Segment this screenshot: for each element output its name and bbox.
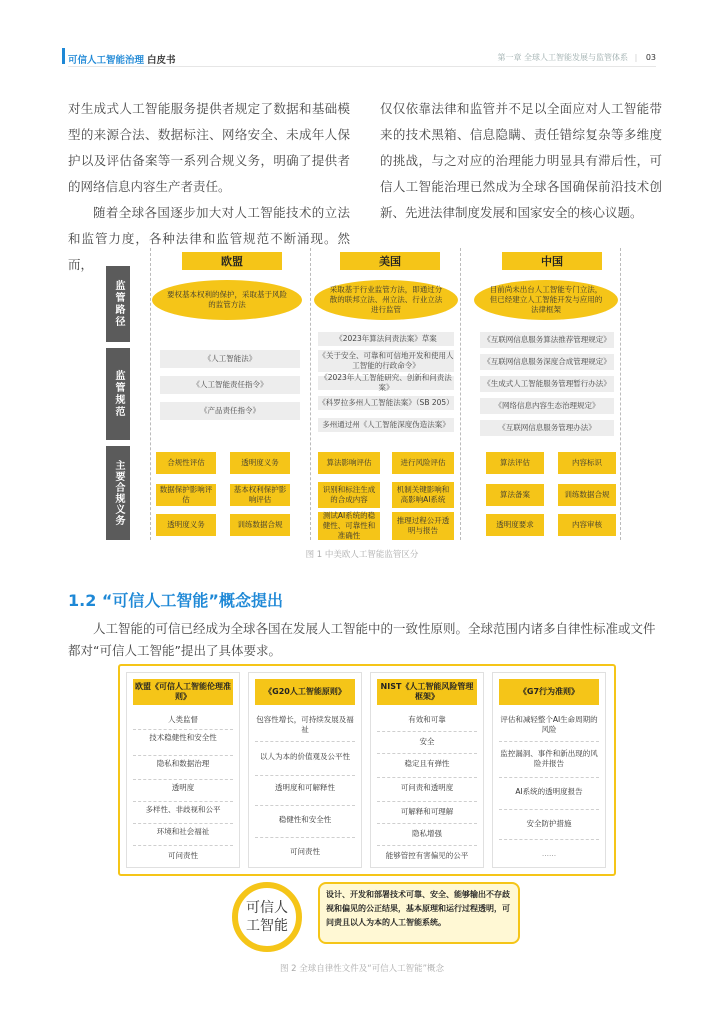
item-divider [499, 741, 599, 742]
rule-item-us: 多州通过州《人工智能深度伪造法案》 [318, 418, 454, 432]
duty-item-cn: 透明度要求 [486, 514, 544, 536]
standard-item: AI系统的透明度报告 [515, 787, 583, 796]
column-head-us: 美国 [340, 252, 440, 270]
rule-item-eu: 《人工智能法》 [160, 350, 300, 368]
rule-item-eu: 《产品责任指令》 [160, 402, 300, 420]
duty-item-us: 推理过程公开透明与报告 [392, 512, 454, 540]
standard-item: 可问责性 [290, 847, 320, 856]
item-divider [133, 801, 233, 802]
rule-item-us: 《关于安全、可靠和可信地开发和使用人工智能的行政命令》 [318, 351, 454, 370]
rule-item-cn: 《互联网信息服务算法推荐管理规定》 [480, 332, 614, 348]
item-divider [255, 741, 355, 742]
item-divider [377, 777, 477, 778]
header-title-dark: 白皮书 [147, 55, 176, 66]
standard-item: 以人为本的价值观及公平性 [260, 752, 350, 761]
standard-column [492, 672, 606, 868]
column-divider [620, 248, 621, 540]
standard-item: 可问责和透明度 [400, 783, 454, 792]
standard-column [126, 672, 240, 868]
standard-item: 监控漏洞、事件和新出现的风险并报告 [500, 749, 598, 768]
path-oval-cn: 目前尚未出台人工智能专门立法，但已经建立人工智能开发与应用的法律框架 [474, 280, 618, 320]
standard-item: 安全 [419, 737, 435, 746]
standard-column-head: 《G7行为准则》 [499, 679, 599, 705]
item-divider [377, 753, 477, 754]
standard-item: 隐私和数据治理 [156, 759, 210, 768]
standard-column [248, 672, 362, 868]
item-divider [255, 805, 355, 806]
body-paragraph: 仅仅依靠法律和监管并不足以全面应对人工智能带来的技术黑箱、信息隐瞒、责任错综复杂等多维度的挑战，与之对应的治理能力明显具有滞后性，可信人工智能治理已然成为全球各国确保前沿技术创新、先进法律制度发展和国家安全的核心议题。 [380, 101, 662, 220]
standard-item: 安全防护措施 [526, 819, 572, 828]
column-head-eu: 欧盟 [182, 252, 282, 270]
header-divider [68, 66, 656, 67]
path-oval-us: 采取基于行业监管方法，即通过分散的联邦立法、州立法、行业立法进行监管 [314, 280, 458, 320]
figure-1-caption: 图 1 中美欧人工智能监管区分 [305, 550, 419, 560]
standard-item: 人类监督 [168, 715, 198, 724]
standard-column-head: NIST《人工智能风险管理框架》 [377, 679, 477, 705]
standard-item: 可解释和可理解 [400, 807, 454, 816]
rule-item-us: 《2023年算法问责法案》草案 [318, 332, 454, 346]
path-oval-eu: 要权基本权利的保护，采取基于风险的监管方法 [152, 280, 302, 320]
body-paragraph: 对生成式人工智能服务提供者规定了数据和基础模型的来源合法、数据标注、网络安全、未成年人保护以及评估备案等一系列合规义务，明确了提供者的网络信息内容生产者责任。 [68, 101, 350, 194]
column-divider [310, 248, 311, 540]
circle-label: 可信人工智能 [246, 900, 288, 934]
rule-item-cn: 《互联网信息服务管理办法》 [480, 420, 614, 436]
column-divider [460, 248, 461, 540]
duty-item-eu: 合规性评估 [156, 452, 216, 474]
figure-2-trustworthy-ai [118, 664, 616, 942]
duty-item-eu: 数据保护影响评估 [156, 484, 216, 506]
duty-item-cn: 内容标识 [558, 452, 616, 474]
standard-item: 透明度和可解释性 [275, 783, 335, 792]
body-paragraph: 随着全球各国逐步加大对人工智能技术的立法和监管力度，各种法律和监管规范不断涌现。然而， [68, 205, 350, 272]
standard-column [370, 672, 484, 868]
row-label-duties: 主要合规义务 [106, 446, 130, 540]
duty-item-cn: 训练数据合规 [558, 484, 616, 506]
standard-item: 环境和社会福祉 [156, 827, 210, 836]
item-divider [377, 731, 477, 732]
standard-item: 可问责性 [168, 851, 198, 860]
standard-item: 隐私增强 [412, 829, 442, 838]
duty-item-eu: 训练数据合规 [230, 514, 290, 536]
standard-item: 技术稳健性和安全性 [149, 733, 217, 742]
duty-item-eu: 基本权利保护影响评估 [230, 484, 290, 506]
item-divider [255, 837, 355, 838]
row-label-path: 监管路径 [106, 266, 130, 342]
standard-column-head: 《G20人工智能原则》 [255, 679, 355, 705]
item-divider [133, 845, 233, 846]
standard-item: 有效和可靠 [408, 715, 446, 724]
rule-item-eu: 《人工智能责任指令》 [160, 376, 300, 394]
header-title-blue: 可信人工智能治理 [68, 55, 145, 66]
standard-item: 稳定且有弹性 [404, 759, 450, 768]
header-title [68, 52, 176, 66]
rule-item-cn: 《生成式人工智能服务管理暂行办法》 [480, 376, 614, 392]
figure-1-regulation-comparison [106, 248, 620, 540]
duty-item-eu: 透明度义务 [230, 452, 290, 474]
standard-item: 透明度 [171, 783, 195, 792]
item-divider [133, 729, 233, 730]
chapter-label: 第一章 全球人工智能发展与监管体系 [497, 53, 629, 62]
item-divider [499, 777, 599, 778]
section-paragraph [68, 618, 656, 662]
duty-item-cn: 内容审核 [558, 514, 616, 536]
duty-item-us: 算法影响评估 [318, 452, 380, 474]
row-label-rules: 监管规范 [106, 348, 130, 440]
column-divider [150, 248, 151, 540]
duty-item-cn: 算法评估 [486, 452, 544, 474]
duty-item-us: 测试AI系统的稳健性、可靠性和准确性 [318, 512, 380, 540]
standard-item: ...... [541, 849, 557, 858]
trustworthy-ai-circle [232, 882, 302, 952]
standard-item: 评估和减轻整个AI生命周期的风险 [500, 715, 598, 734]
item-divider [377, 845, 477, 846]
duty-item-us: 进行风险评估 [392, 452, 454, 474]
duty-item-cn: 算法备案 [486, 484, 544, 506]
item-divider [499, 809, 599, 810]
standards-frame [118, 664, 616, 876]
rule-item-us: 《科罗拉多州人工智能法案》（SB 205） [318, 396, 454, 410]
duty-item-us: 机制关键影响和高影响AI系统 [392, 482, 454, 508]
item-divider [133, 755, 233, 756]
standard-item: 多样性、非歧视和公平 [145, 805, 221, 814]
header-accent-bar [62, 48, 65, 64]
section-paragraph-text: 人工智能的可信已经成为全球各国在发展人工智能中的一致性原则。全球范围内诸多自律性标准或文件都对“可信人工智能”提出了具体要求。 [68, 621, 656, 658]
figure-2-caption: 图 2 全球自律性文件及“可信人工智能”概念 [279, 964, 445, 974]
duty-item-us: 识别和标注生成的合成内容 [318, 482, 380, 508]
body-column-right [380, 96, 662, 226]
column-head-cn: 中国 [502, 252, 602, 270]
standard-item: 能够管控有害偏见的公平 [385, 851, 469, 860]
item-divider [133, 779, 233, 780]
item-divider [377, 801, 477, 802]
section-heading: 1.2 “可信人工智能”概念提出 [68, 591, 283, 610]
rule-item-cn: 《互联网信息服务深度合成管理规定》 [480, 354, 614, 370]
item-divider [133, 823, 233, 824]
item-divider [377, 823, 477, 824]
page-number: 03 [645, 53, 656, 62]
rule-item-us: 《2023年人工智能研究、创新和问责法案》 [318, 376, 454, 390]
duty-item-eu: 透明度义务 [156, 514, 216, 536]
standard-column-head: 欧盟《可信人工智能伦理准则》 [133, 679, 233, 705]
header-chapter: 第一章 全球人工智能发展与监管体系 | 03 [497, 53, 656, 62]
standard-item: 包容性增长，可持续发展及福祉 [256, 715, 354, 734]
item-divider [255, 775, 355, 776]
standard-item: 稳健性和安全性 [278, 815, 332, 824]
item-divider [499, 839, 599, 840]
definition-box: 设计、开发和部署技术可靠、安全、能够输出不存歧视和偏见的公正结果，基本原理和运行过程透明，可问责且以人为本的人工智能系统。 [318, 882, 520, 944]
rule-item-cn: 《网络信息内容生态治理规定》 [480, 398, 614, 414]
